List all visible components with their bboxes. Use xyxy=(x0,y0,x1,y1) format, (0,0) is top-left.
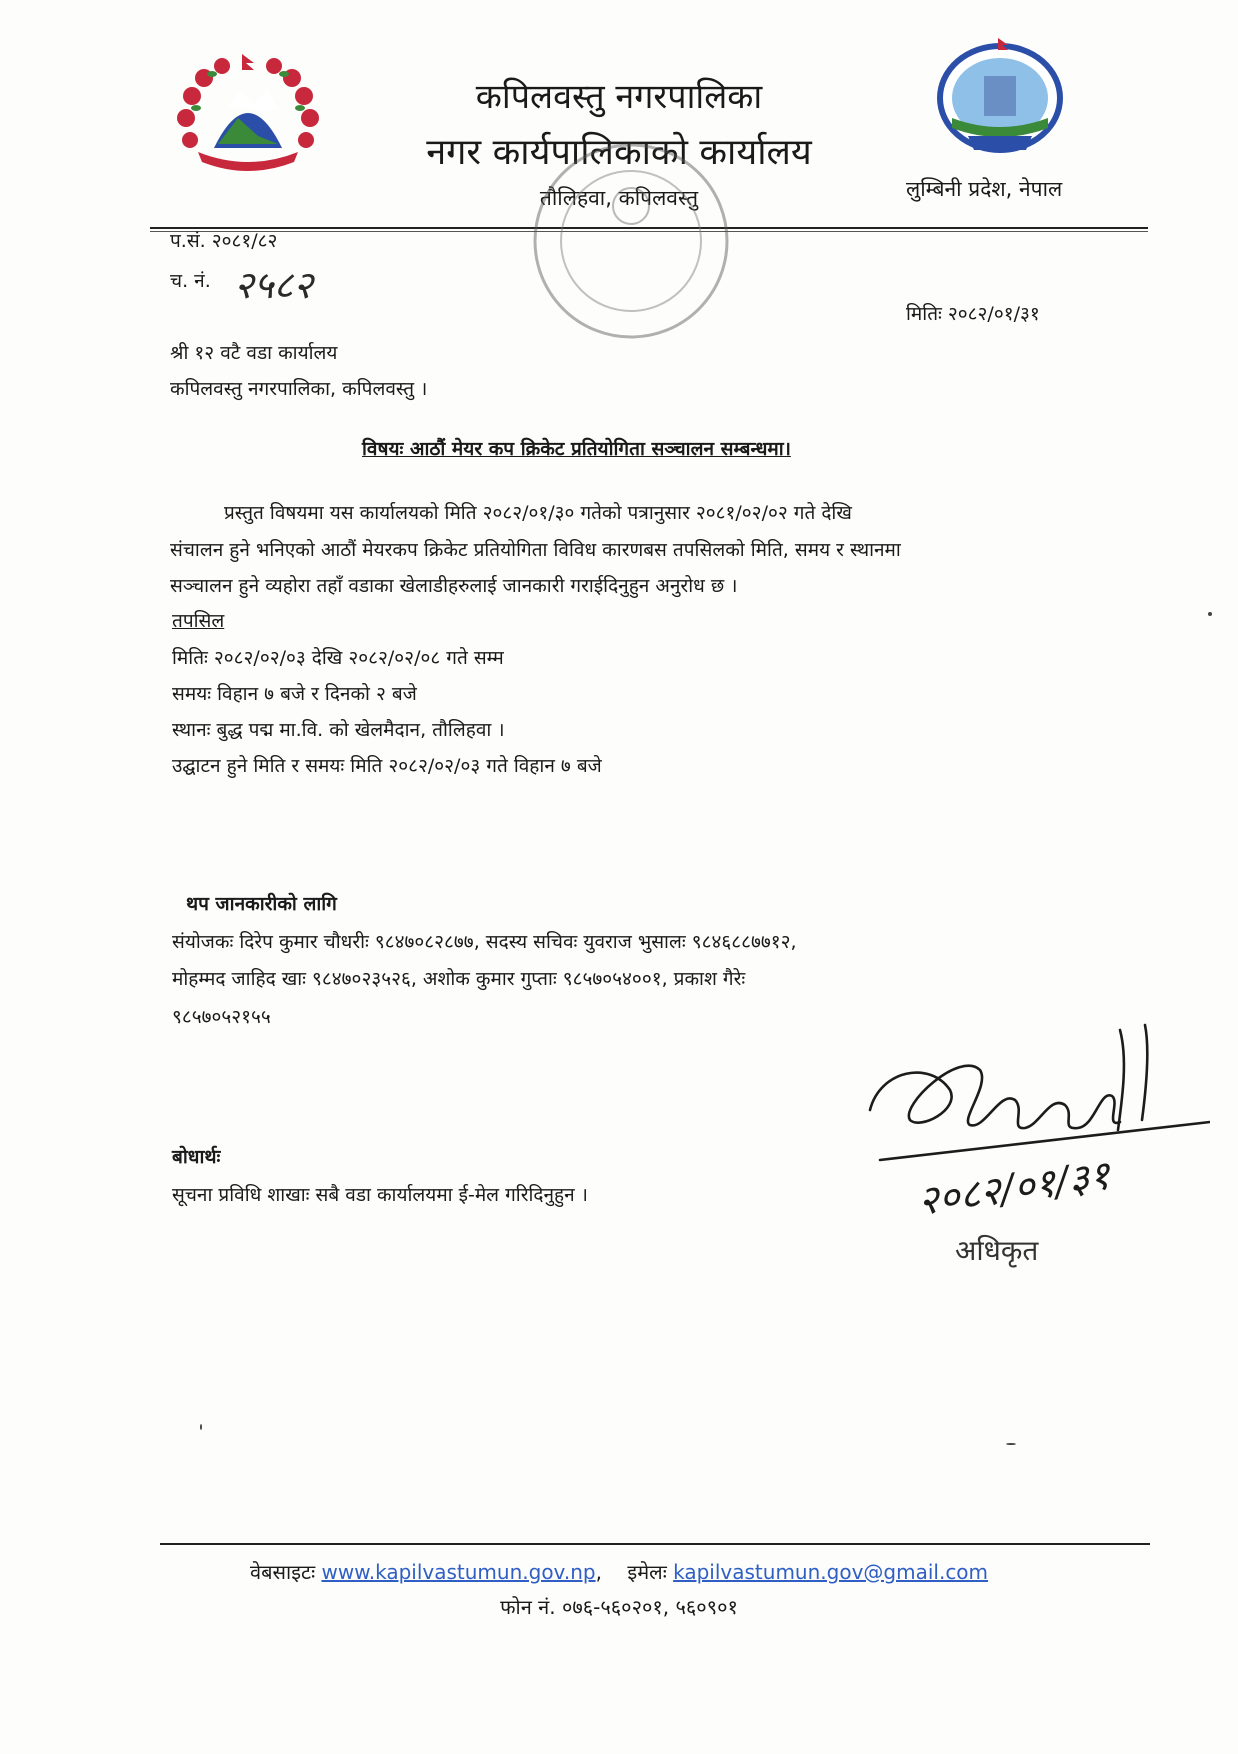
letter-date: मितिः २०८२/०१/३१ xyxy=(906,303,1040,325)
signature-date: २०८२/०१/३१ xyxy=(914,1152,1113,1225)
contact-line: मोहम्मद जाहिद खाः ९८४७०२३५२६, अशोक कुमार गुप्ताः ९८५७०५४००१, प्रकाश गैरेः xyxy=(172,968,746,990)
detail-date: मितिः २०८२/०२/०३ देखि २०८२/०२/०८ गते सम्म xyxy=(172,647,504,669)
scan-speck xyxy=(200,1424,202,1430)
handwritten-signature xyxy=(850,1010,1210,1270)
detail-place: स्थानः बुद्ध पद्म मा.वि. को खेलमैदान, तौलिहवा । xyxy=(172,719,505,741)
body-line: सञ्चालन हुने व्यहोरा तहाँ वडाका खेलाडीहरुलाई जानकारी गराईदिनुहुन अनुरोध छ । xyxy=(170,575,738,597)
cc-heading: बोधार्थः xyxy=(172,1146,221,1168)
contact-line: ९८५७०५२१५५ xyxy=(172,1006,271,1028)
province-label: लुम्बिनी प्रदेश, नेपाल xyxy=(906,177,1063,201)
body-line: संचालन हुने भनिएको आठौं मेयरकप क्रिकेट प्रतियोगिता विविध कारणबस तपसिलको मिति, समय र स्थानमा xyxy=(170,539,901,561)
office-name: नगर कार्यपालिकाको कार्यालय xyxy=(426,132,812,173)
reference-number: प.सं. २०८१/८२ xyxy=(170,230,278,252)
office-address: तौलिहवा, कपिलवस्तु xyxy=(539,186,699,210)
recipient-line: कपिलवस्तु नगरपालिका, कपिलवस्तु । xyxy=(170,378,428,400)
website-label: वेबसाइटः xyxy=(249,1560,316,1584)
email-link[interactable]: kapilvastumun.gov@gmail.com xyxy=(673,1560,989,1584)
detail-inauguration: उद्घाटन हुने मिति र समयः मिति २०८२/०२/०३ गते विहान ७ बजे xyxy=(172,755,602,777)
org-name: कपिलवस्तु नगरपालिका xyxy=(475,77,763,117)
dispatch-number-label: च. नं. xyxy=(170,270,211,292)
contact-heading: थप जानकारीको लागि xyxy=(186,893,337,915)
signature-title: अधिकृत xyxy=(955,1234,1039,1267)
body-line: प्रस्तुत विषयमा यस कार्यालयको मिति २०८२/०१/३० गतेको पत्रानुसार २०८१/०२/०२ गते देखि xyxy=(224,502,852,524)
cc-line: सूचना प्रविधि शाखाः सबै वडा कार्यालयमा ई-मेल गरिदिनुहुन । xyxy=(172,1184,588,1206)
contact-line: संयोजकः दिरेप कुमार चौधरीः ९८४७०८२८७७, सदस्य सचिवः युवराज भुसालः ९८४६८८७७१२, xyxy=(172,931,797,953)
recipient-line: श्री १२ वटै वडा कार्यालय xyxy=(170,342,338,364)
scan-speck xyxy=(1006,1443,1016,1445)
footer-contact-line: वेबसाइटः www.kapilvastumun.gov.np, इमेलः kapilvastumun.gov@gmail.com xyxy=(249,1560,989,1584)
details-heading: तपसिल xyxy=(172,610,225,632)
dispatch-number-handwritten: २५८२ xyxy=(234,263,314,307)
subject-line: विषयः आठौं मेयर कप क्रिकेट प्रतियोगिता सञ्चालन सम्बन्धमा। xyxy=(362,438,791,460)
office-stamp-icon xyxy=(526,136,736,346)
detail-time: समयः विहान ७ बजे र दिनको २ बजे xyxy=(172,683,417,705)
scan-speck xyxy=(1208,612,1212,616)
email-label: इमेलः xyxy=(627,1560,667,1584)
footer-divider xyxy=(160,1543,1150,1545)
footer-phone: फोन नं. ०७६-५६०२०१, ५६०९०१ xyxy=(500,1595,738,1619)
municipality-logo-icon xyxy=(928,36,1072,156)
website-link[interactable]: www.kapilvastumun.gov.np xyxy=(321,1560,596,1584)
